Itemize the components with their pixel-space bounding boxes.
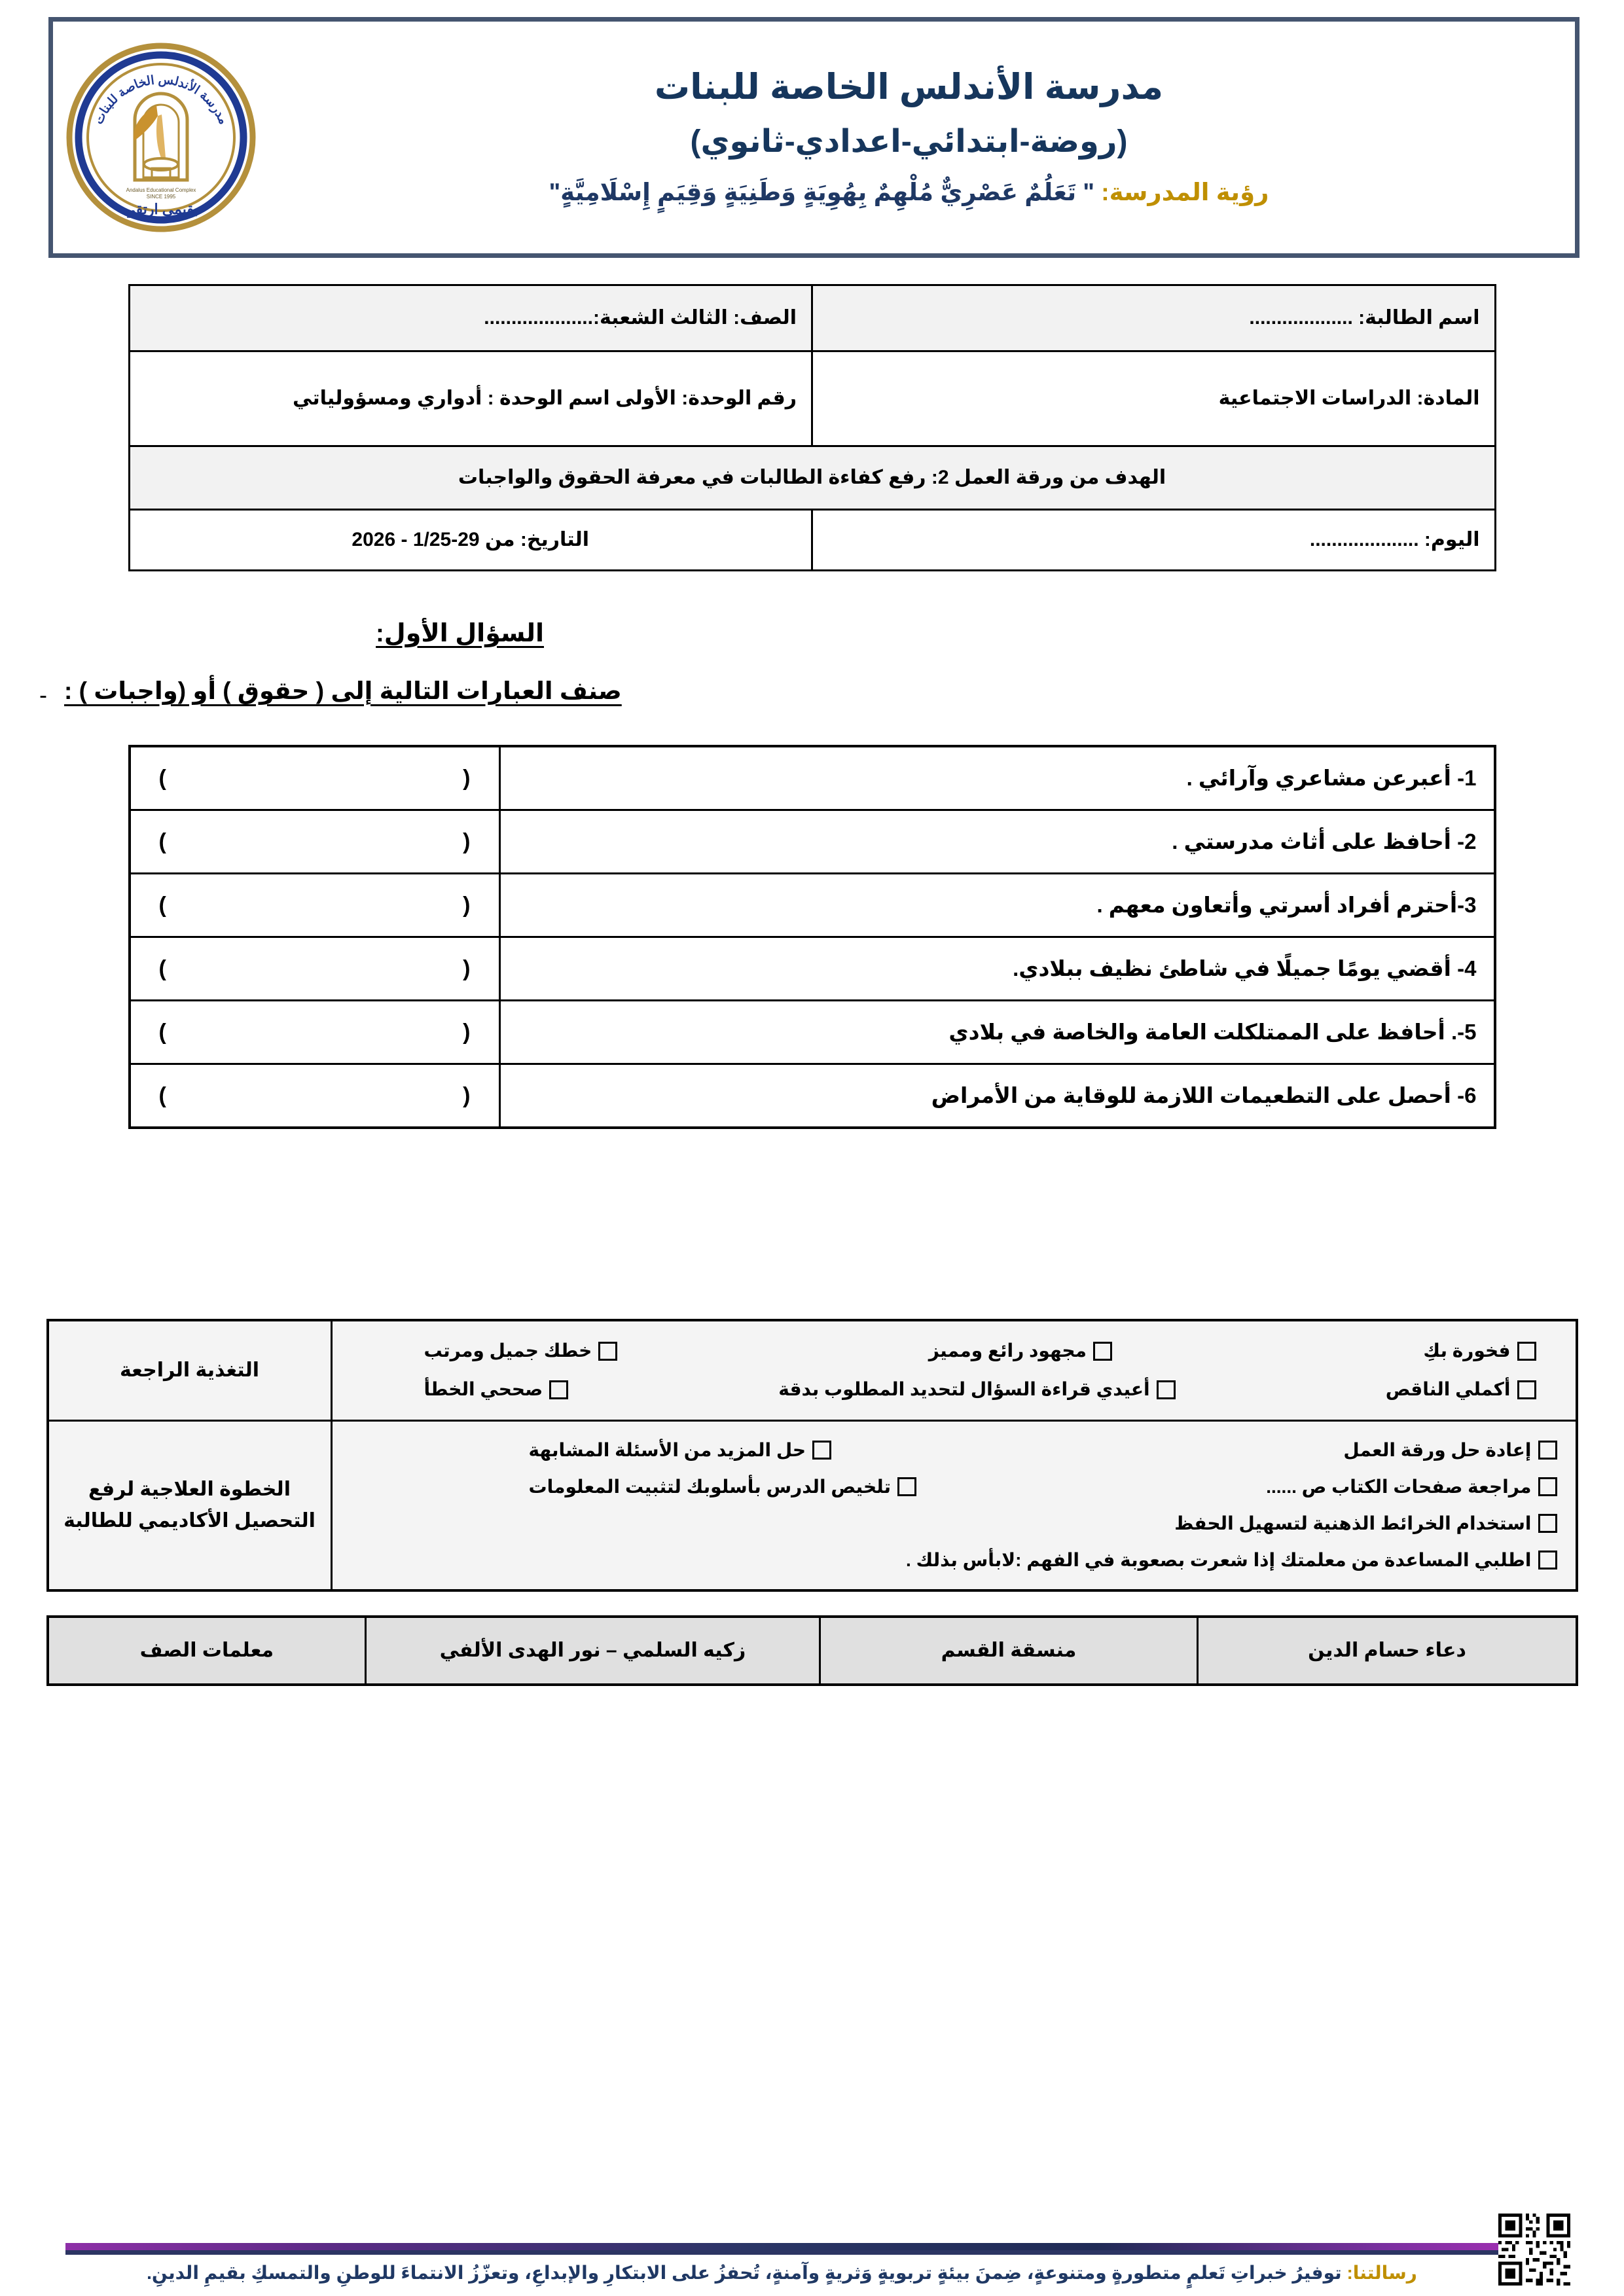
feedback-line-2 (346, 1371, 1562, 1409)
open-paren: ( (463, 1019, 471, 1045)
table-row (130, 937, 1495, 1001)
checkbox-icon[interactable] (1538, 1514, 1557, 1533)
close-paren: ) (158, 765, 166, 791)
vision-text: " تَعَلُمٌ عَصْرِيٌّ مُلْهِمٌ بِهُوِيَةٍ وَطَنِيَةٍ وَقِيَمٍ إِسْلَامِيَّةٍ" (549, 178, 1094, 206)
feedback-option-label: أعيدي قراءة السؤال لتحديد المطلوب بدقة (778, 1378, 1150, 1399)
remedial-line-4 (346, 1542, 1562, 1579)
checkbox-icon[interactable] (897, 1477, 916, 1496)
open-paren: ( (463, 892, 471, 918)
table-row (130, 810, 1495, 874)
feedback-label: التغذية الراجعة (48, 1320, 332, 1420)
remedial-option[interactable] (1343, 1432, 1557, 1469)
school-name: مدرسة الأندلس الخاصة للبنات (654, 67, 1164, 107)
checkbox-icon[interactable] (598, 1342, 617, 1361)
question-instruction-row (39, 677, 1565, 707)
checkbox-icon[interactable] (549, 1380, 568, 1399)
checkbox-icon[interactable] (1538, 1441, 1557, 1460)
table-row (130, 1064, 1495, 1128)
feedback-row (48, 1320, 1577, 1420)
close-paren: ) (158, 1019, 166, 1045)
table-row (129, 446, 1495, 510)
answer-cell[interactable] (130, 874, 500, 937)
school-vision (549, 178, 1269, 207)
feedback-line-1 (346, 1332, 1562, 1371)
footer-accent-bar (65, 2243, 1498, 2255)
student-name-cell: اسم الطالبة: ................... (812, 285, 1496, 351)
feedback-remedial-table (46, 1319, 1578, 1592)
answer-cell[interactable] (130, 1064, 500, 1128)
feedback-option-label: فخورة بكِ (1423, 1340, 1511, 1361)
feedback-option[interactable] (929, 1332, 1112, 1371)
table-row (130, 746, 1495, 810)
feedback-options-cell (331, 1320, 1577, 1420)
coordinator-label-cell: منسقة القسم (820, 1617, 1198, 1685)
remedial-option-label: حل المزيد من الأسئلة المشابهة (528, 1439, 806, 1460)
remedial-row (48, 1420, 1577, 1590)
table-row (129, 510, 1495, 571)
remedial-option[interactable] (529, 1469, 917, 1505)
table-row (129, 285, 1495, 351)
school-header-text (269, 22, 1575, 253)
checkbox-icon[interactable] (1538, 1477, 1557, 1496)
remedial-option-label: تلخيص الدرس بأسلوبك لتثبيت المعلومات (528, 1476, 892, 1497)
objective-cell: الهدف من ورقة العمل 2: رفع كفاءة الطالبات في معرفة الحقوق والواجبات (129, 446, 1495, 510)
footer-mission (65, 2260, 1498, 2286)
open-paren: ( (463, 829, 471, 854)
statement-text: 3-أحترم أفراد أسرتي وأتعاون معهم . (499, 874, 1495, 937)
footer-main (39, 2243, 1498, 2286)
feedback-option[interactable] (1423, 1332, 1536, 1371)
remedial-option-label: استخدام الخرائط الذهنية لتسهيل الحفظ (1174, 1513, 1532, 1534)
unit-cell: رقم الوحدة: الأولى اسم الوحدة : أدواري ومسؤولياتي (129, 351, 812, 446)
footer-mission-label: رسالتنا: (1346, 2262, 1417, 2283)
remedial-option[interactable] (906, 1542, 1557, 1579)
checkbox-icon[interactable] (812, 1441, 831, 1460)
close-paren: ) (158, 892, 166, 918)
vision-label: رؤية المدرسة: (1101, 178, 1269, 206)
question-bullet: - (39, 681, 47, 708)
feedback-option[interactable] (778, 1371, 1175, 1409)
remedial-line-2 (346, 1469, 1562, 1505)
page-footer (39, 2214, 1585, 2286)
feedback-option-label: مجهود رائع ومميز (928, 1340, 1087, 1361)
remedial-label: الخطوة العلاجية لرفع التحصيل الأكاديمي للطالبة (48, 1420, 332, 1590)
coordinator-name-cell: دعاء حسام الدين (1198, 1617, 1577, 1685)
table-row (130, 874, 1495, 937)
feedback-option[interactable] (1386, 1371, 1536, 1409)
answer-cell[interactable] (130, 746, 500, 810)
teachers-names-cell: زكيه السلمي – نور الهدى الألفي (366, 1617, 820, 1685)
statement-text: 6- أحصل على التطعيمات اللازمة للوقاية من الأمراض (499, 1064, 1495, 1128)
teachers-label-cell: معلمات الصف (48, 1617, 366, 1685)
answer-cell[interactable] (130, 810, 500, 874)
statement-text: 5-. أحافظ على الممتلكلت العامة والخاصة في بلادي (499, 1001, 1495, 1064)
remedial-line-1 (346, 1432, 1562, 1469)
question-title: السؤال الأول: (376, 620, 544, 647)
school-levels: (روضة-ابتدائي-اعدادي-ثانوي) (690, 124, 1128, 160)
statement-text: 1- أعبرعن مشاعري وآرائي . (499, 746, 1495, 810)
qr-code-icon[interactable] (1498, 2214, 1570, 2286)
question-instruction: صنف العبارات التالية إلى ( حقوق ) أو (واجبات ) : (64, 677, 622, 704)
table-row (130, 1001, 1495, 1064)
remedial-option[interactable] (1266, 1469, 1557, 1505)
school-logo (66, 43, 256, 232)
svg-text:بقيمي ارتقي: بقيمي ارتقي (124, 201, 198, 217)
svg-text:SINCE 1995: SINCE 1995 (146, 194, 176, 200)
signature-table (46, 1615, 1578, 1686)
feedback-option[interactable] (424, 1371, 569, 1409)
remedial-option-label: إعادة حل ورقة العمل (1343, 1439, 1532, 1460)
checkbox-icon[interactable] (1157, 1380, 1176, 1399)
table-row (48, 1617, 1577, 1685)
day-cell: اليوم: .................... (812, 510, 1496, 571)
remedial-option-label: مراجعة صفحات الكتاب ص ...... (1266, 1476, 1532, 1497)
remedial-option[interactable] (529, 1432, 832, 1469)
statement-text: 2- أحافظ على أثاث مدرستي . (499, 810, 1495, 874)
remedial-option[interactable] (1174, 1505, 1557, 1542)
table-row (129, 351, 1495, 446)
statements-table (128, 745, 1496, 1129)
feedback-option-label: خطك جميل ومرتب (424, 1340, 592, 1361)
open-paren: ( (463, 956, 471, 981)
subject-cell: المادة: الدراسات الاجتماعية (812, 351, 1496, 446)
school-logo-wrap (53, 22, 269, 253)
svg-text:مدرسة الأندلس الخاصة للبنات: مدرسة الأندلس الخاصة للبنات (92, 73, 230, 127)
date-cell: التاريخ: من 29-1/25 - 2026 (129, 510, 812, 571)
close-paren: ) (158, 829, 166, 854)
question-block (39, 619, 1585, 707)
answer-cell[interactable] (130, 1001, 500, 1064)
worksheet-info-table (128, 284, 1496, 571)
feedback-option-label: أكملي الناقص (1385, 1378, 1511, 1399)
answer-cell[interactable] (130, 937, 500, 1001)
open-paren: ( (463, 765, 471, 791)
footer-mission-text: توفيرُ خبراتِ تَعلمٍ متطورةٍ ومتنوعةٍ، ضِمنَ بيئةٍ تربويةٍ وَثريةٍ وآمنةٍ، تُحفزُ على الابتكارِ والإبداعِ، وتعزّزُ الانتماءَ للوطنِ والتمسكِ بقيمِ الدينِ. (147, 2262, 1342, 2283)
class-section-cell: الصف: الثالث الشعبة:.................... (129, 285, 812, 351)
close-paren: ) (158, 956, 166, 981)
svg-text:Andalus Educational Complex: Andalus Educational Complex (126, 187, 196, 193)
remedial-option-label: اطلبي المساعدة من معلمتك إذا شعرت بصعوبة في الفهم :لابأس بذلك . (906, 1549, 1532, 1570)
checkbox-icon[interactable] (1093, 1342, 1112, 1361)
school-header (48, 17, 1579, 258)
feedback-option-label: صححي الخطأ (424, 1378, 543, 1399)
school-seal-icon (66, 43, 256, 232)
checkbox-icon[interactable] (1538, 1551, 1557, 1570)
remedial-options-cell (331, 1420, 1577, 1590)
statement-text: 4- أقضي يومًا جميلًا في شاطئ نظيف ببلادي. (499, 937, 1495, 1001)
checkbox-icon[interactable] (1517, 1380, 1536, 1399)
feedback-option[interactable] (424, 1332, 618, 1371)
checkbox-icon[interactable] (1517, 1342, 1536, 1361)
close-paren: ) (158, 1083, 166, 1108)
remedial-line-3 (346, 1505, 1562, 1542)
open-paren: ( (463, 1083, 471, 1108)
